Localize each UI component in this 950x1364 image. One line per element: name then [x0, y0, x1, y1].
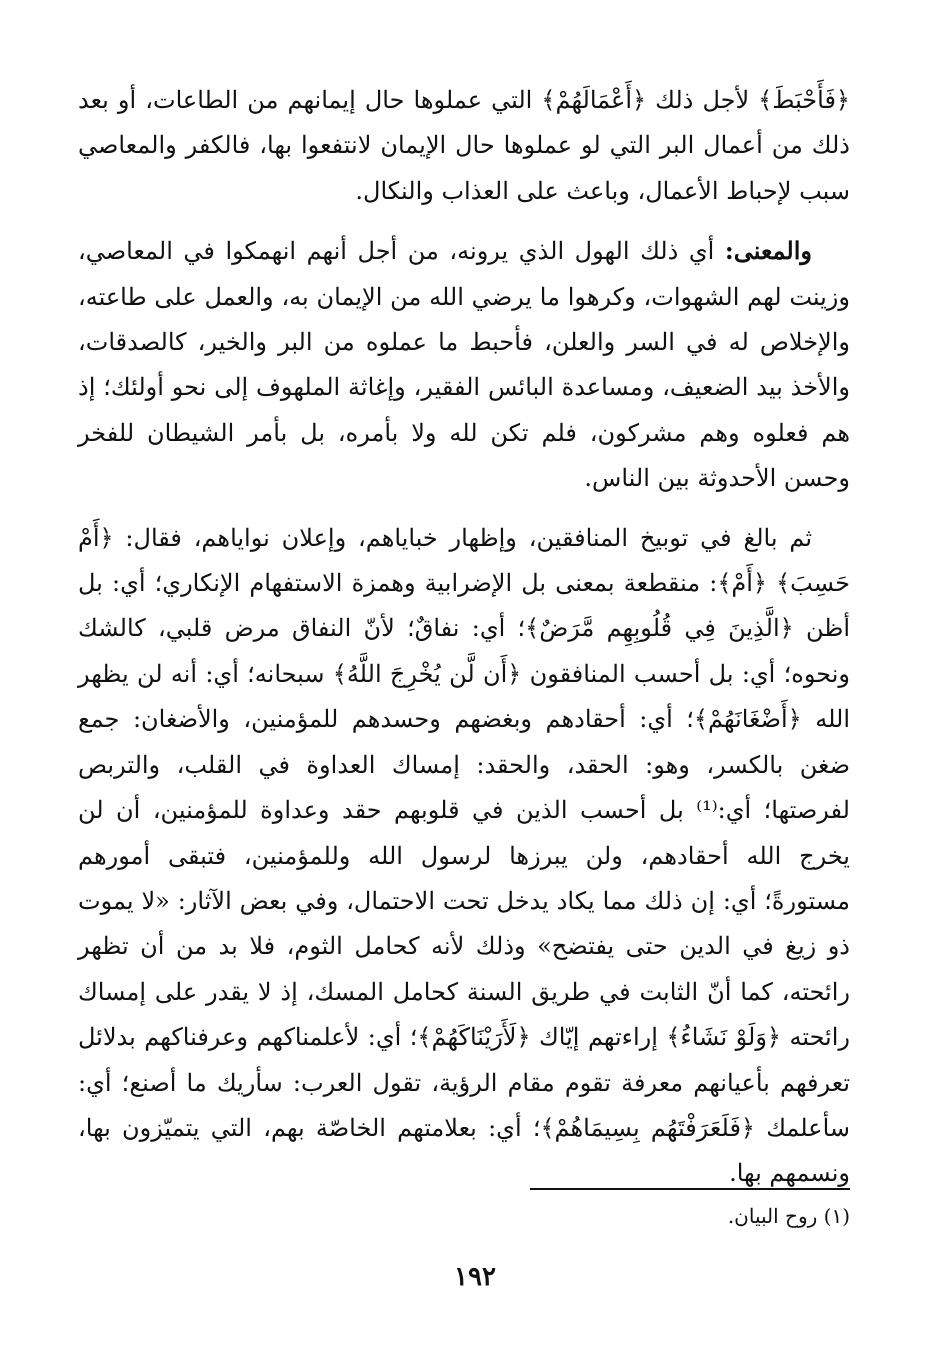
- page-body: [78, 78, 850, 1211]
- paragraph-2-body: أي ذلك الهول الذي يرونه، من أجل أنهم انهمكوا في المعاصي، وزينت لهم الشهوات، وكرهوا ما يرضي الله من الإيمان به، والعمل على طاعته، والإخلاص له في السر والعلن، فأحبط ما عملوه من البر والخير، كالصدقات، والأخذ بيد الضعيف، ومساعدة البائس الفقير، وإغاثة الملهوف إلى نحو أولئك؛ إذ هم فعلوه وهم مشركون، فلم تكن لله ولا بأمره، بل بأمر الشيطان للفخر وحسن الأحدوثة بين الناس.: [78, 237, 850, 493]
- footnote-text: روح البيان.: [727, 1204, 818, 1228]
- paragraph-2: [78, 228, 850, 501]
- page-number: ١٩٢: [454, 1262, 496, 1292]
- paragraph-2-lead: والمعنى:: [724, 236, 812, 266]
- footnote-divider: [530, 1188, 850, 1190]
- paragraph-3: ثم بالغ في توبيخ المنافقين، وإظهار خباياهم، وإعلان نواياهم، فقال: ﴿أَمْ حَسِبَ﴾ ﴿أَمْ﴾: منقطعة بمعنى بل الإضرابية وهمزة الاستفهام الإنكاري؛ أي: بل أظن ﴿الَّذِينَ فِي قُلُوبِهِم مَّرَضٌ﴾؛ أي: نفاقٌ؛ لأنّ النفاق مرض قلبي، كالشك ونحوه؛ أي: بل أحسب المنافقون ﴿أَن لَّن يُخْرِجَ اللَّهُ﴾ سبحانه؛ أي: أنه لن يظهر الله ﴿أَضْغَانَهُمْ﴾؛ أي: أحقادهم وبغضهم وحسدهم للمؤمنين، والأضغان: جمع ضغن بالكسر، وهو: الحقد، والحقد: إمساك العداوة في القلب، والتربص لفرصتها؛ أي:⁽¹⁾ بل أحسب الذين في قلوبهم حقد وعداوة للمؤمنين، أن لن يخرج الله أحقادهم، ولن يبرزها لرسول الله وللمؤمنين، فتبقى أمورهم مستورةً؛ أي: إن ذلك مما يكاد يدخل تحت الاحتمال، وفي بعض الآثار: «لا يموت ذو زيغ في الدين حتى يفتضح» وذلك لأنه كحامل الثوم، فلا بد من أن تظهر رائحته، كما أنّ الثابت في طريق السنة كحامل المسك، إذ لا يقدر على إمساك رائحته ﴿وَلَوْ نَشَاءُ﴾ إراءتهم إيّاك ﴿لَأَرَيْنَاكَهُمْ﴾؛ أي: لأعلمناكهم وعرفناكهم بدلائل تعرفهم بأعيانهم معرفة تقوم مقام الرؤية، تقول العرب: سأريك ما أصنع؛ أي: سأعلمك ﴿فَلَعَرَفْتَهُم بِسِيمَاهُمْ﴾؛ أي: بعلامتهم الخاصّة بهم، التي يتميّزون بها، ونسمهم بها.: [78, 523, 850, 1188]
- paragraph-1: ﴿فَأَحْبَطَ﴾ لأجل ذلك ﴿أَعْمَالَهُمْ﴾ التي عملوها حال إيمانهم من الطاعات، أو بعد ذلك من أعمال البر التي لو عملوها حال الإيمان لانتفعوا بها، فالكفر والمعاصي سبب لإحباط الأعمال، وباعث على العذاب والنكال.: [78, 86, 850, 205]
- footnote: [728, 1200, 850, 1232]
- footnote-marker: (١): [823, 1204, 850, 1228]
